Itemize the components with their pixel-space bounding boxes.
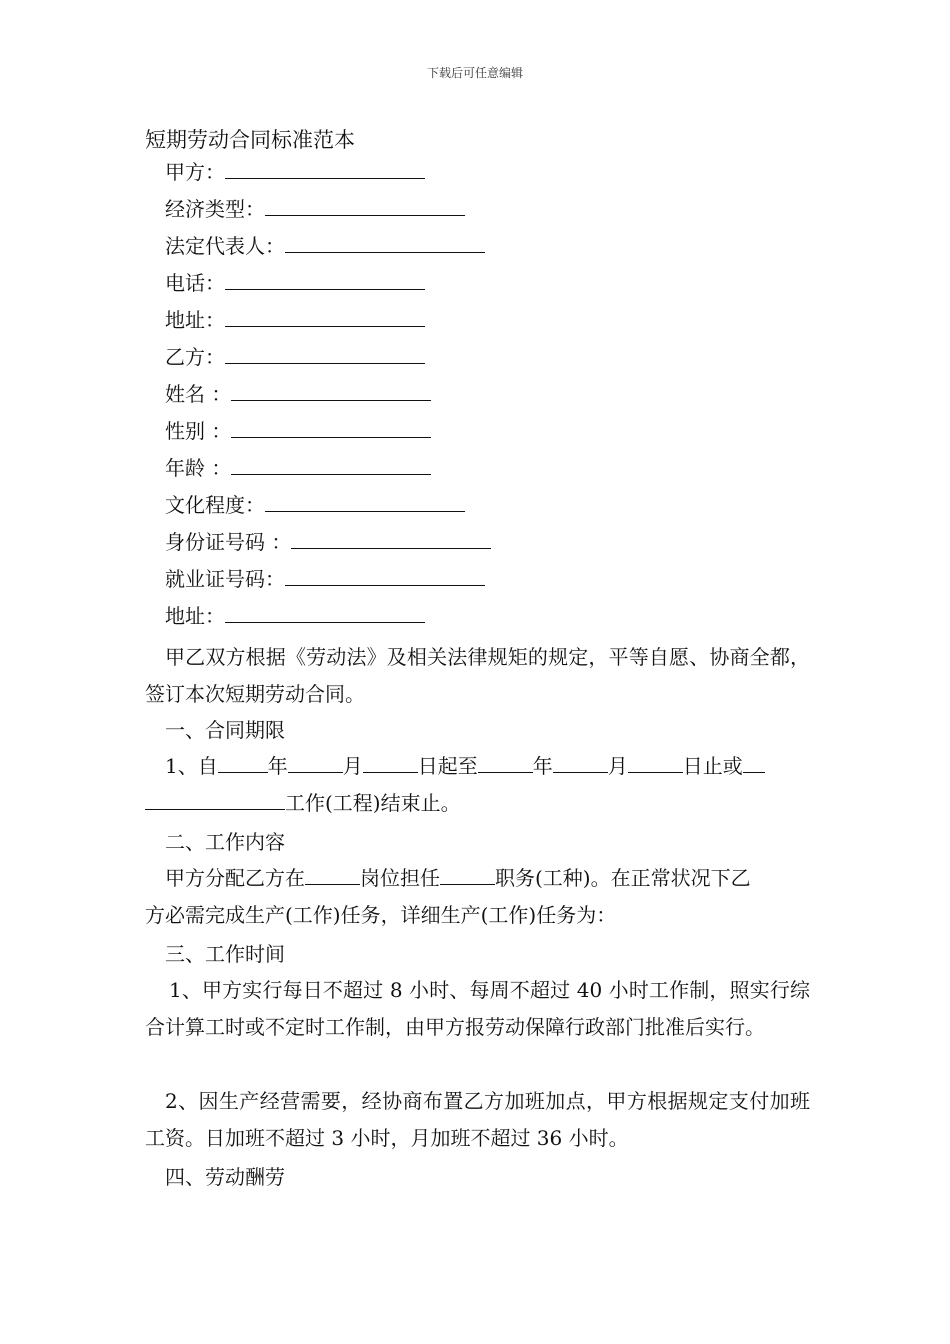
field-label: 文化程度： bbox=[165, 493, 265, 517]
text-segment: 年 bbox=[532, 754, 553, 778]
blank bbox=[363, 754, 418, 773]
blank bbox=[628, 754, 683, 773]
section-2-line-1 bbox=[165, 866, 751, 890]
text-segment: 年 bbox=[267, 754, 288, 778]
field-blank bbox=[225, 604, 425, 623]
section-1-heading: 一、合同期限 bbox=[165, 718, 285, 742]
blank bbox=[145, 791, 285, 810]
field-blank bbox=[285, 234, 485, 253]
blank bbox=[305, 866, 360, 885]
field-blank bbox=[291, 530, 491, 549]
field-label: 经济类型： bbox=[165, 197, 265, 221]
field-blank bbox=[225, 308, 425, 327]
field-name bbox=[165, 382, 431, 406]
field-age bbox=[165, 456, 431, 480]
field-education bbox=[165, 493, 465, 517]
text-segment: 月 bbox=[342, 754, 363, 778]
field-legal-rep bbox=[165, 234, 485, 258]
field-blank bbox=[225, 271, 425, 290]
field-id-number bbox=[165, 530, 491, 554]
text-segment: 1、自 bbox=[165, 754, 218, 778]
field-blank bbox=[265, 493, 465, 512]
field-label: 乙方： bbox=[165, 345, 225, 369]
field-label: 身份证号码 ： bbox=[165, 530, 292, 554]
field-label: 年龄 ： bbox=[165, 456, 232, 480]
field-party-b bbox=[165, 345, 425, 369]
blank bbox=[440, 866, 495, 885]
field-address-b bbox=[165, 604, 425, 628]
blank bbox=[478, 754, 533, 773]
field-label: 性别 ： bbox=[165, 419, 232, 443]
field-label: 姓名 ： bbox=[165, 382, 232, 406]
field-address-a bbox=[165, 308, 425, 332]
field-blank bbox=[231, 382, 431, 401]
field-blank bbox=[265, 197, 465, 216]
text-segment: 工作(工程)结束止。 bbox=[285, 791, 461, 815]
section-3-heading: 三、工作时间 bbox=[165, 942, 285, 966]
text-segment: 职务(工种)。在正常状况下乙 bbox=[495, 866, 751, 890]
blank bbox=[743, 754, 765, 773]
text-segment: 甲方分配乙方在 bbox=[165, 866, 305, 890]
field-label: 电话： bbox=[165, 271, 225, 295]
field-label: 地址： bbox=[165, 308, 225, 332]
field-blank bbox=[231, 456, 431, 475]
field-blank bbox=[225, 345, 425, 364]
field-gender bbox=[165, 419, 431, 443]
field-blank bbox=[225, 160, 425, 179]
field-label: 就业证号码： bbox=[165, 567, 285, 591]
field-label: 甲方： bbox=[165, 160, 225, 184]
blank bbox=[553, 754, 608, 773]
field-party-a bbox=[165, 160, 425, 184]
field-label: 地址： bbox=[165, 604, 225, 628]
page-header: 下载后可任意编辑 bbox=[426, 66, 523, 80]
text-segment: 日止或 bbox=[682, 754, 743, 778]
text-segment: 月 bbox=[607, 754, 628, 778]
section-2-line-2: 方必需完成生产(工作)任务，详细生产(工作)任务为： bbox=[145, 903, 617, 927]
field-label: 法定代表人： bbox=[165, 234, 285, 258]
section-3-paragraph-1: 1、甲方实行每日不超过 8 小时、每周不超过 40 小时工作制，照实行综合计算工时或不定时工作制，由甲方报劳动保障行政部门批准后实行。 bbox=[145, 978, 810, 1039]
field-phone bbox=[165, 271, 425, 295]
section-2-heading: 二、工作内容 bbox=[165, 830, 285, 854]
field-economic-type bbox=[165, 197, 465, 221]
field-blank bbox=[231, 419, 431, 438]
text-segment: 日起至 bbox=[417, 754, 478, 778]
text-segment: 岗位担任 bbox=[360, 866, 440, 890]
field-employment-number bbox=[165, 567, 485, 591]
section-1-line-2 bbox=[145, 791, 461, 815]
blank bbox=[218, 754, 268, 773]
section-3-paragraph-2: 2、因生产经营需要，经协商布置乙方加班加点，甲方根据规定支付加班工资。日加班不超过 3 小时，月加班不超过 36 小时。 bbox=[145, 1089, 810, 1150]
field-blank bbox=[285, 567, 485, 586]
section-1-line-1 bbox=[165, 754, 765, 778]
blank bbox=[288, 754, 343, 773]
document-title: 短期劳动合同标准范本 bbox=[145, 128, 355, 152]
section-4-heading: 四、劳动酬劳 bbox=[165, 1165, 285, 1189]
intro-paragraph: 甲乙双方根据《劳动法》及相关法律规矩的规定，平等自愿、协商全都，签订本次短期劳动合同。 bbox=[145, 645, 810, 706]
